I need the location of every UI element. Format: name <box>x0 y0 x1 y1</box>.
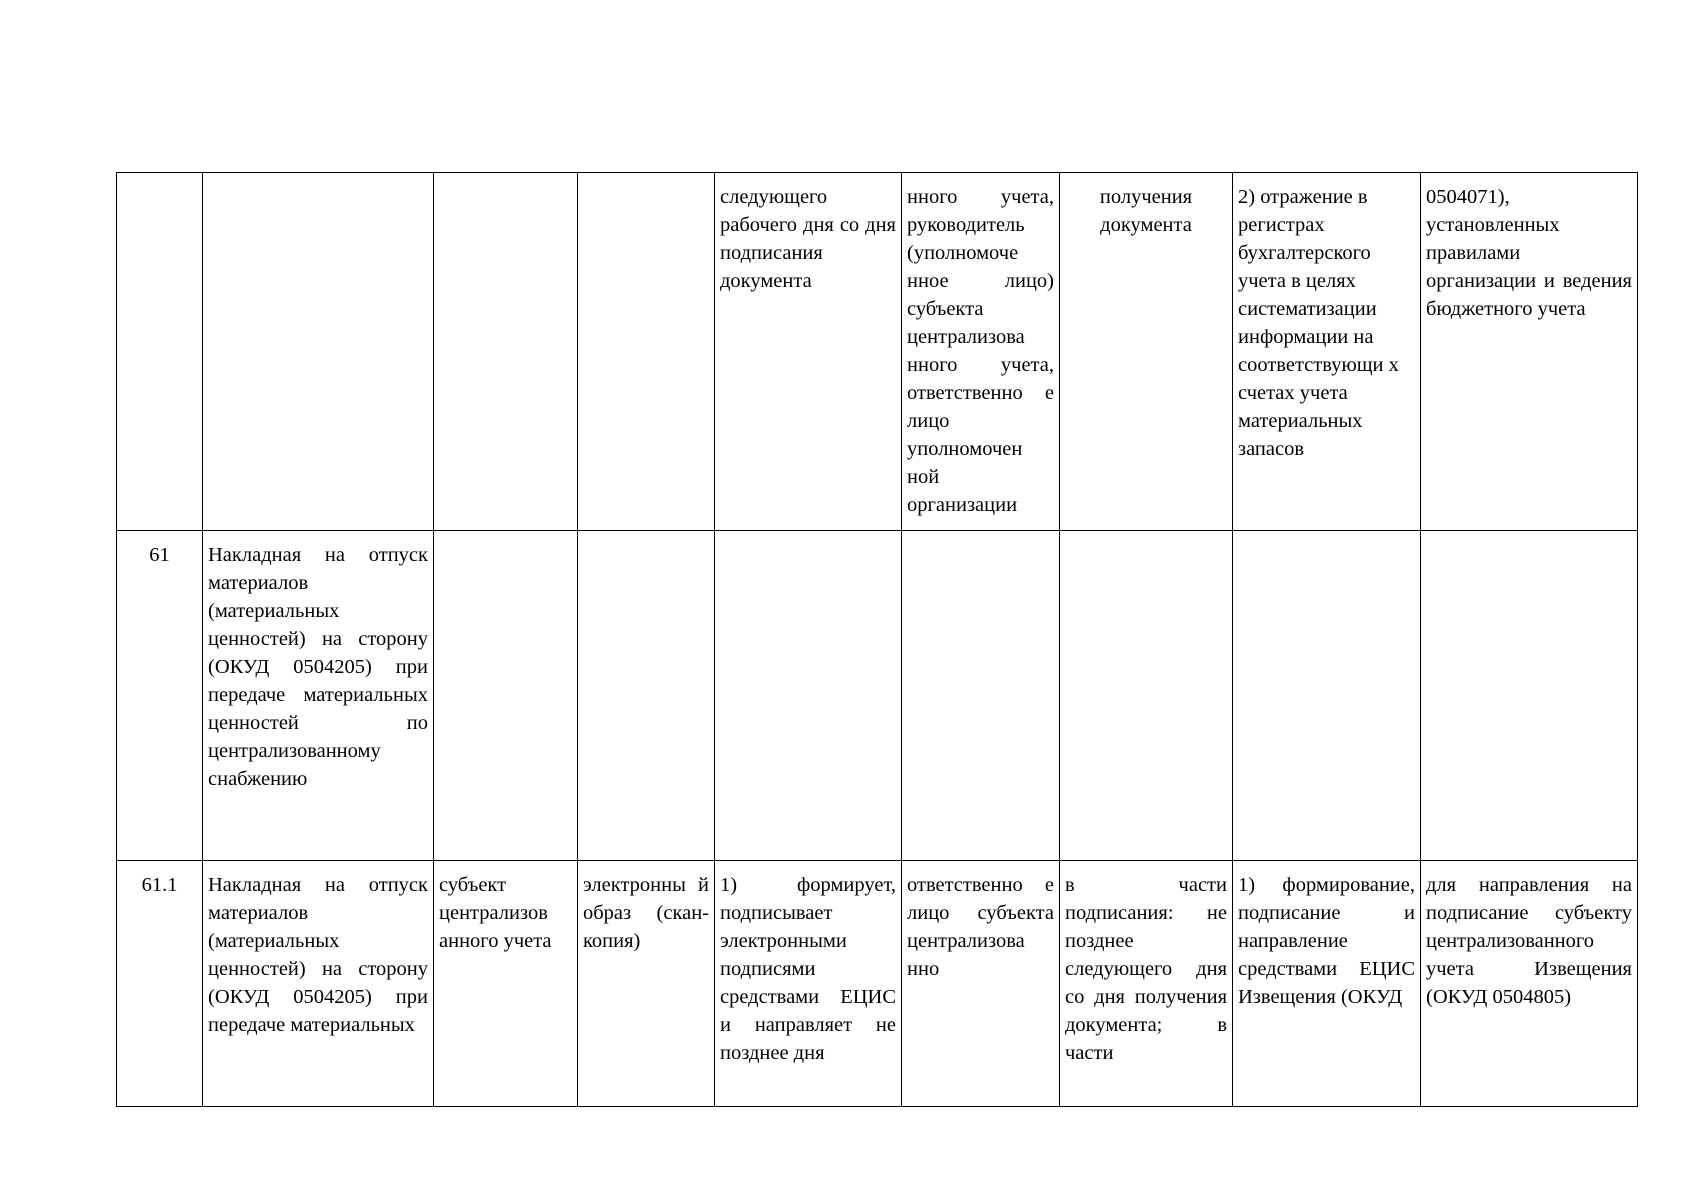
cell-deadline: в части подписания: не позднее следующего дня со дня получения документа; в части <box>1060 861 1233 1107</box>
cell-notes <box>1421 531 1638 861</box>
cell-signers: нного учета, руководитель (уполномоче нное лицо) субъекта централизова нного учета, ответственно е лицо уполномочен ной организации <box>902 173 1060 531</box>
cell-document-name <box>203 173 434 531</box>
cell-responsible: субъект централизов анного учета <box>434 861 578 1107</box>
cell-notes: 0504071), установленных правилами организации и ведения бюджетного учета <box>1421 173 1638 531</box>
cell-signers: ответственно е лицо субъекта централизова нно <box>902 861 1060 1107</box>
cell-processing: 1) формирование, подписание и направление средствами ЕЦИС Извещения (ОКУД <box>1233 861 1421 1107</box>
cell-actions <box>715 531 902 861</box>
cell-actions: 1) формирует, подписывает электронными подписями средствами ЕЦИС и направляет не позднее дня <box>715 861 902 1107</box>
cell-form <box>578 173 715 531</box>
document-table <box>116 172 1638 1107</box>
cell-document-name: Накладная на отпуск материалов (материальных ценностей) на сторону (ОКУД 0504205) при передаче материальных ценностей по централизованному снабжению <box>203 531 434 861</box>
cell-responsible <box>434 531 578 861</box>
table-row <box>117 531 1638 861</box>
cell-form: электронны й образ (скан-копия) <box>578 861 715 1107</box>
cell-number <box>117 173 203 531</box>
cell-responsible <box>434 173 578 531</box>
table-row <box>117 173 1638 531</box>
cell-signers <box>902 531 1060 861</box>
cell-form <box>578 531 715 861</box>
cell-number: 61.1 <box>117 861 203 1107</box>
cell-deadline <box>1060 531 1233 861</box>
cell-processing <box>1233 531 1421 861</box>
cell-document-name: Накладная на отпуск материалов (материальных ценностей) на сторону (ОКУД 0504205) при передаче материальных <box>203 861 434 1107</box>
cell-processing: 2) отражение в регистрах бухгалтерского учета в целях систематизации информации на соответствующи х счетах учета материальных запасов <box>1233 173 1421 531</box>
table-row <box>117 861 1638 1107</box>
cell-actions: следующего рабочего дня со дня подписания документа <box>715 173 902 531</box>
cell-number: 61 <box>117 531 203 861</box>
cell-notes: для направления на подписание субъекту централизованного учета Извещения (ОКУД 0504805) <box>1421 861 1638 1107</box>
cell-deadline: получения документа <box>1060 173 1233 531</box>
